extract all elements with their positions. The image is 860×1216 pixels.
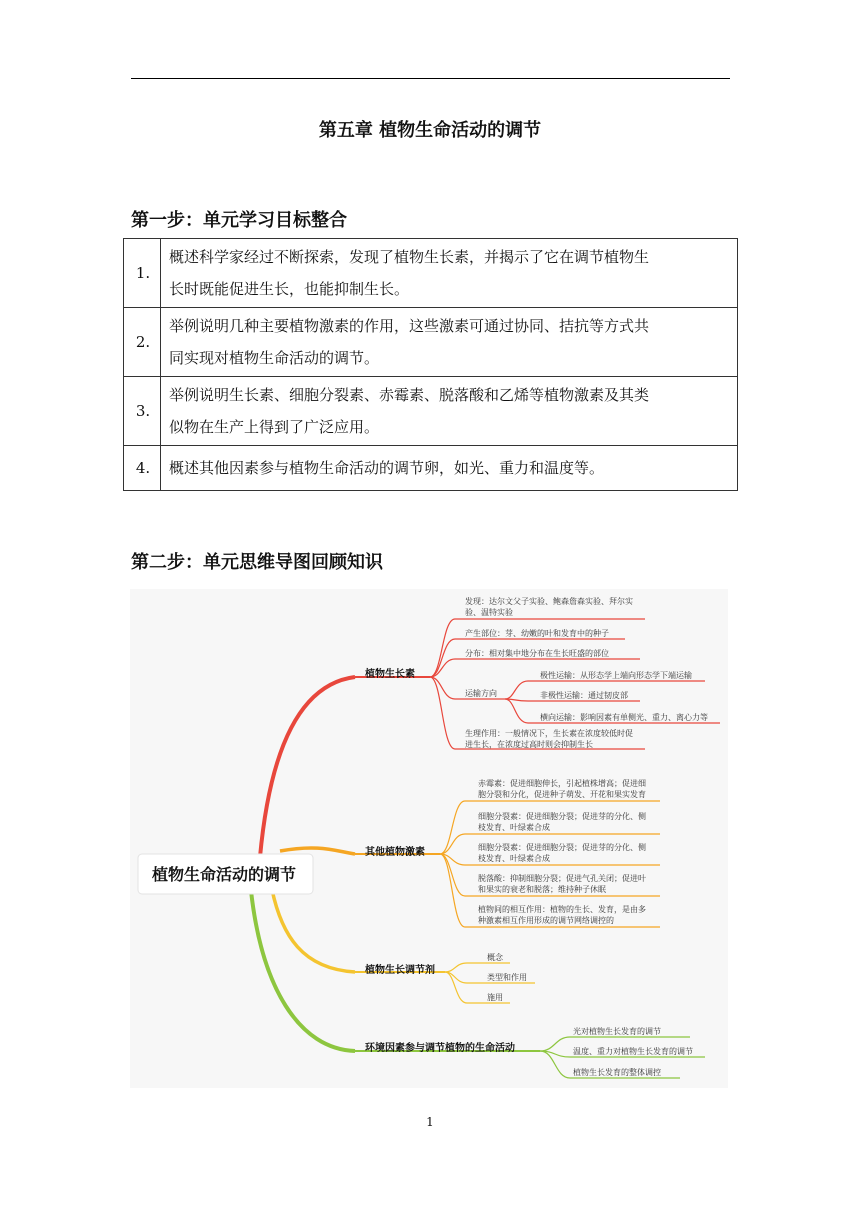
node-text: 进生长，在浓度过高时则会抑制生长 [465, 740, 593, 749]
chapter-title: 第五章 植物生命活动的调节 [318, 120, 542, 141]
branch-label: 植物生长素 [365, 669, 415, 680]
row-text: 举例说明生长素、细胞分裂素、赤霉素、脱落酸和乙烯等植物激素及其类 似物在生产上得到了广泛应用。 [161, 377, 738, 446]
table-row [124, 377, 738, 446]
table-row [124, 308, 738, 377]
node-text: 极性运输：从形态学上端向形态学下端运输 [540, 671, 692, 680]
node-text: 光对植物生长发育的调节 [573, 1027, 661, 1036]
branch-label: 环境因素参与调节植物的生命活动 [365, 1043, 515, 1054]
node-text: 发现：达尔文父子实验、鲍森詹森实验、拜尔实 [465, 597, 633, 606]
row-number: 2. [124, 308, 161, 377]
table-row [124, 446, 738, 491]
mind-map-canvas [130, 589, 728, 1088]
step2-heading: 第二步：单元思维导图回顾知识 [131, 552, 383, 573]
node-text: 脱落酸：抑制细胞分裂；促进气孔关闭；促进叶 [478, 874, 646, 883]
row-number: 3. [124, 377, 161, 446]
node-text: 枝发育、叶绿素合成 [478, 854, 550, 863]
node-text: 横向运输：影响因素有单侧光、重力、离心力等 [540, 713, 708, 722]
step1-heading: 第一步：单元学习目标整合 [131, 210, 347, 231]
node-text: 细胞分裂素：促进细胞分裂；促进芽的分化、侧 [478, 843, 646, 852]
node-text: 概念 [487, 953, 503, 962]
node-text: 胞分裂和分化，促进种子萌发、开花和果实发育 [478, 790, 646, 799]
header-rule [131, 78, 730, 79]
branch-line-environment [250, 881, 355, 1051]
page-number: 1 [426, 1115, 434, 1129]
node-text: 非极性运输：通过韧皮部 [540, 691, 628, 700]
root-label: 植物生命活动的调节 [152, 865, 297, 884]
row-text: 概述其他因素参与植物生命活动的调节卵，如光、重力和温度等。 [161, 446, 738, 491]
branch-label: 植物生长调节剂 [365, 965, 435, 976]
node-text: 运输方向 [465, 689, 497, 698]
node-text: 和果实的衰老和脱落；维持种子休眠 [478, 885, 606, 894]
node-text: 温度、重力对植物生长发育的调节 [573, 1047, 693, 1056]
node-text: 枝发育、叶绿素合成 [478, 823, 550, 832]
node-text: 类型和作用 [487, 973, 527, 982]
branch-line-hormones [280, 848, 355, 854]
row-number: 4. [124, 446, 161, 491]
row-number: 1. [124, 239, 161, 308]
mind-map [130, 589, 728, 1088]
branch-line-growth [260, 677, 355, 857]
node-text: 赤霉素：促进细胞伸长，引起植株增高；促进细 [478, 779, 646, 788]
table-row [124, 239, 738, 308]
node-text: 植物间的相互作用：植物的生长、发育，是由多 [478, 905, 646, 914]
goals-table [123, 238, 738, 491]
node-text: 生理作用：一般情况下，生长素在浓度较低时促 [465, 729, 633, 738]
node-text: 细胞分裂素：促进细胞分裂；促进芽的分化、侧 [478, 812, 646, 821]
row-text: 概述科学家经过不断探索，发现了植物生长素，并揭示了它在调节植物生 长时既能促进生长，也能抑制生长。 [161, 239, 738, 308]
node-text: 植物生长发育的整体调控 [573, 1068, 661, 1077]
node-text: 施用 [487, 993, 503, 1002]
node-text: 分布：相对集中地分布在生长旺盛的部位 [465, 649, 609, 658]
branch-label: 其他植物激素 [365, 847, 425, 858]
node-text: 产生部位：芽、幼嫩的叶和发育中的种子 [465, 629, 609, 638]
node-text: 种激素相互作用形成的调节网络调控的 [478, 916, 614, 925]
row-text: 举例说明几种主要植物激素的作用，这些激素可通过协同、拮抗等方式共 同实现对植物生命活动的调节。 [161, 308, 738, 377]
node-text: 验、温特实验 [465, 608, 513, 617]
